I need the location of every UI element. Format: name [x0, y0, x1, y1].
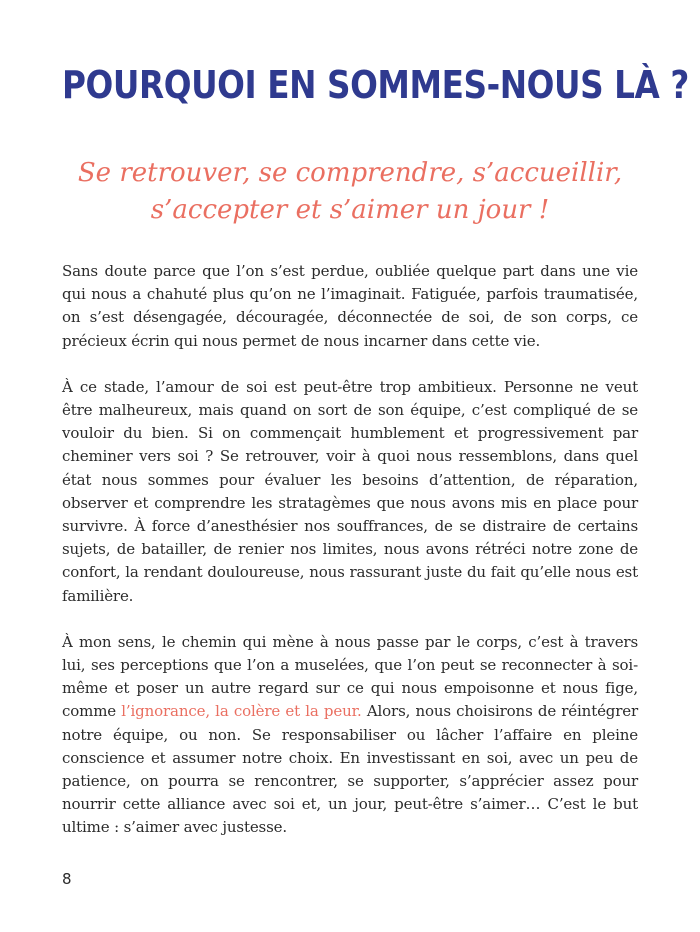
subtitle-line-1: Se retrouver, se comprendre, s’accueillir, [77, 158, 623, 188]
subtitle-line-2: s’accepter et s’aimer un jour ! [150, 195, 550, 225]
paragraph-2: À ce stade, l’amour de soi est peut-être trop ambitieux. Personne ne veut être malheureux, mais quand on sort de son équipe, c’est compliqué de se vouloir du bien. Si on commençait humblement et progressivement par cheminer vers soi ? Se retrouver, voir à quoi nous ressemblons, dans quel état nous sommes pour évaluer les besoins d’attention, de réparation, observer et comprendre les stratagèmes que nous avons mis en place pour survivre. À force d’anesthésier nos souffrances, de se distraire de certains sujets, de batailler, de renier nos limites, nous avons rétréci notre zone de confort, la rendant douloureuse, nous rassurant juste du fait qu’elle nous est familière. [62, 377, 638, 605]
chapter-subtitle [62, 155, 638, 229]
body-text [62, 260, 638, 863]
chapter-title: POURQUOI EN SOMMES-NOUS LÀ ? [62, 63, 689, 107]
paragraph-3-end: Alors, nous choisirons de réintégrer notre équipe, ou non. Se responsabiliser ou lâcher l’affaire en pleine conscience et assumer notre choix. En investissant en soi, avec un peu de patience, on pourra se rencontrer, se supporter, s’apprécier assez pour nourrir cette alliance avec soi et, un jour, peut-être s’aimer… C’est le but ultime : s’aimer avec justesse. [62, 702, 639, 837]
paragraph-3-start: À mon sens, le chemin qui mène à nous passe par le corps, c’est à travers lui, ses perceptions que l’on a muselées, que l’on peut se reconnecter à soi-même et poser un autre regard sur ce qui nous empoisonne et nous fige, comme [62, 632, 638, 721]
paragraph-3 [62, 631, 638, 840]
page-number: 8 [62, 870, 72, 888]
highlighted-phrase: l’ignorance, la colère et la peur. [121, 702, 362, 721]
paragraph-1: Sans doute parce que l’on s’est perdue, oubliée quelque part dans une vie qui nous a chahuté plus qu’on ne l’imaginait. Fatiguée, parfois traumatisée, on s’est désengagée, découragée, déconnectée de soi, de son corps, ce précieux écrin qui nous permet de nous incarner dans cette vie. [62, 262, 638, 350]
